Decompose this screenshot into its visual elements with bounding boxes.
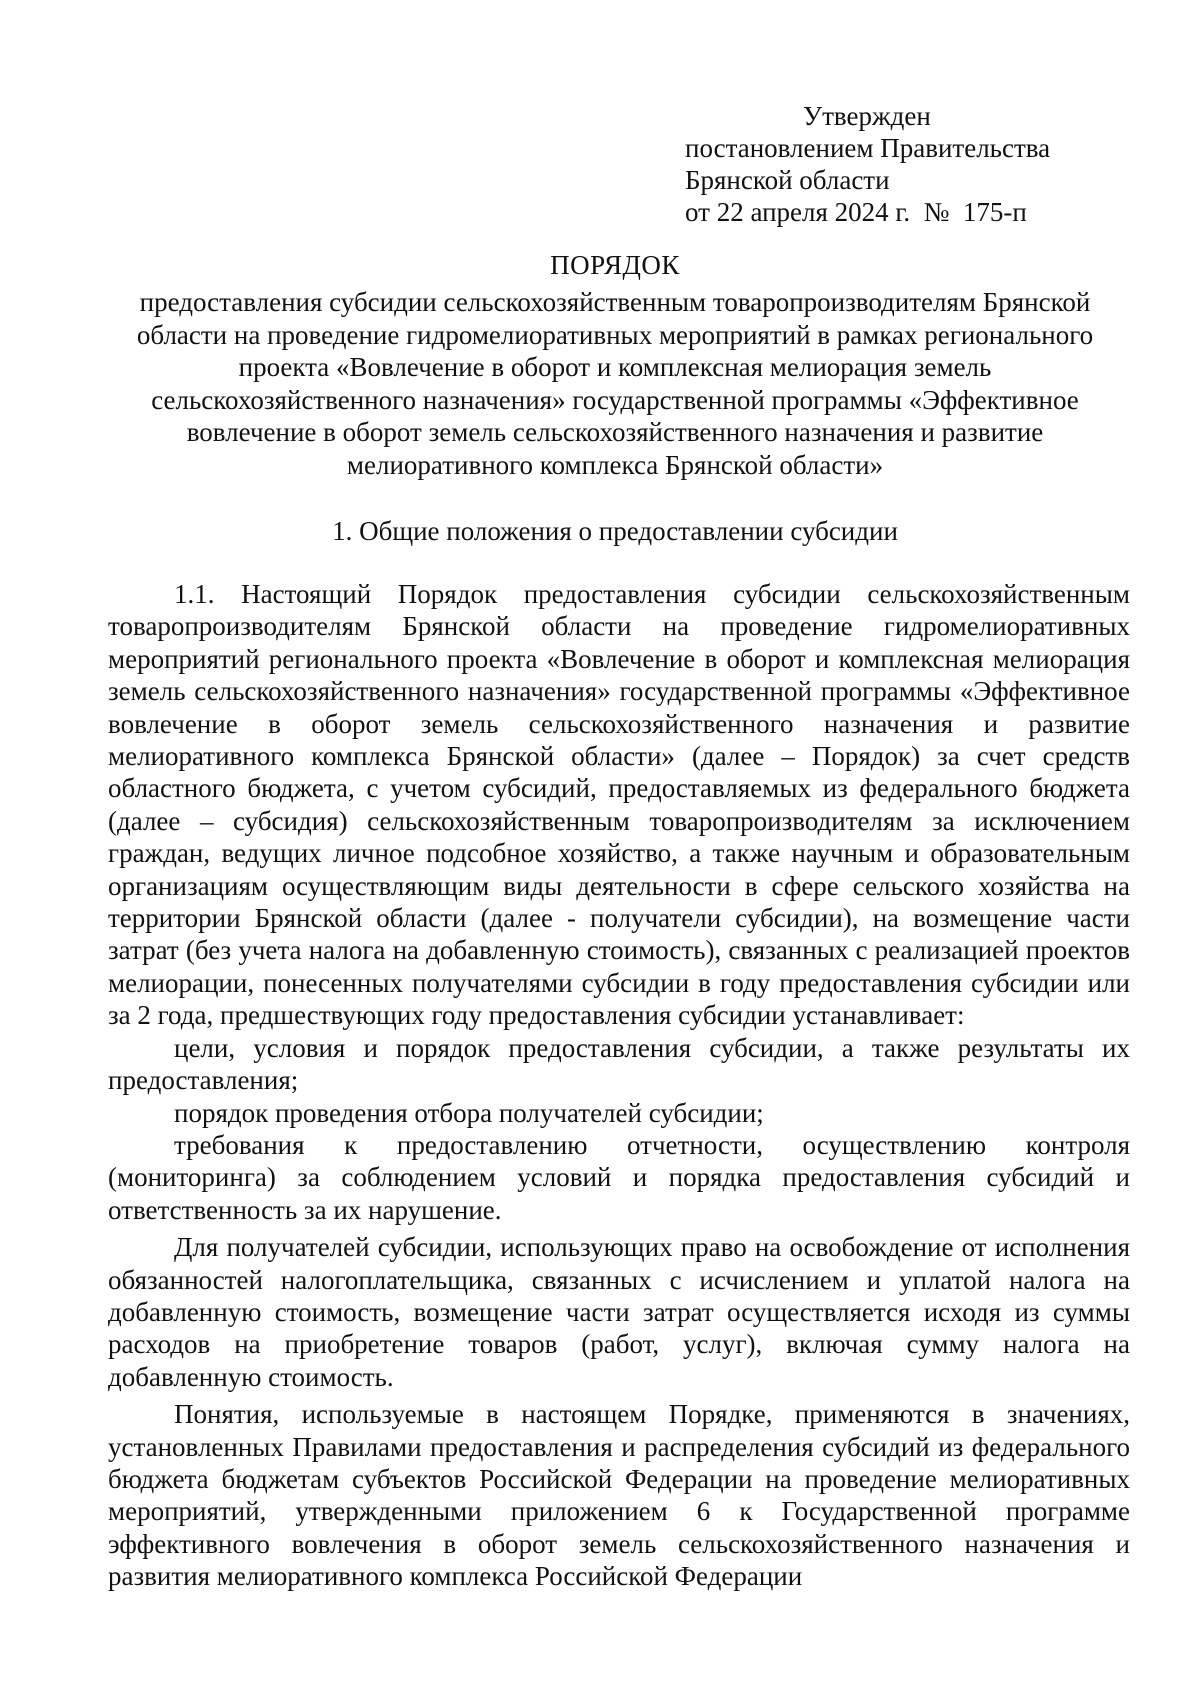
paragraph-1-1: 1.1. Настоящий Порядок предоставления субсидии сельскохозяйственным товаропроизводителям Брянской области на проведение гидромелиоративных мероприятий регионального проекта «Вовлечение в оборот и комплексная мелиорация земель сельскохозяйственного назначения» государственной программы «Эффективное вовлечение в оборот земель сельскохозяйственного назначения и развитие мелиоративного комплекса Брянской области» (далее – Порядок) за счет средств областного бюджета, с учетом субсидий, предоставляемых из федерального бюджета (далее – субсидия) сельскохозяйственным товаропроизводителям за исключением граждан, ведущих личное подсобное хозяйство, а также научным и образовательным организациям осуществляющим виды деятельности в сфере сельского хозяйства на территории Брянской области (далее - получатели субсидии), на возмещение части затрат (без учета налога на добавленную стоимость), связанных с реализацией проектов мелиорации, понесенных получателями субсидии в году предоставления субсидии или за 2 года, предшествующих году предоставления субсидии устанавливает: — [108, 579, 1130, 1031]
document-body — [108, 578, 1130, 1593]
paragraph-definitions: Понятия, используемые в настоящем Порядке, применяются в значениях, установленных Правилами предоставления и распределения субсидий из федерального бюджета бюджетам субъектов Российской Федерации на проведение мелиоративных мероприятий, утвержденными приложением 6 к Государственной программе эффективного вовлечения в оборот земель сельскохозяйственного назначения и развития мелиоративного комплекса Российской Федерации — [108, 1399, 1130, 1592]
section-heading: 1. Общие положения о предоставлении субсидии — [332, 516, 898, 546]
paragraph-vat-exemption: Для получателей субсидии, использующих право на освобождение от исполнения обязанностей налогоплательщика, связанных с исчислением и уплатой налога на добавленную стоимость, возмещение части затрат осуществляется исходя из суммы расходов на приобретение товаров (работ, услуг), включая сумму налога на добавленную стоимость. — [108, 1232, 1130, 1392]
paragraph-list-item-goals: цели, условия и порядок предоставления субсидии, а также результаты их предоставления; — [108, 1032, 1130, 1096]
paragraph-list-item-selection: порядок проведения отбора получателей субсидии; — [174, 1097, 764, 1128]
document-subtitle: предоставления субсидии сельскохозяйственным товаропроизводителям Брянской области на проведение гидромелиоративных мероприятий в рамках регионального проекта «Вовлечение в оборот и комплексная мелиорация земель сельскохозяйственного назначения» государственной программы «Эффективное вовлечение в оборот земель сельскохозяйственного назначения и развитие мелиоративного комплекса Брянской области» — [136, 287, 1094, 480]
approval-line-date-number: от 22 апреля 2024 г. № 175-п — [685, 197, 1027, 227]
approval-stamp — [685, 100, 1050, 228]
document-title: ПОРЯДОК — [550, 250, 680, 280]
approval-line-approved: Утвержден — [803, 101, 931, 131]
approval-line-decree: постановлением Правительства — [685, 133, 1051, 163]
approval-line-region: Брянской области — [685, 165, 890, 195]
paragraph-list-item-reporting: требования к предоставлению отчетности, осуществлению контроля (мониторинга) за соблюдением условий и порядка предоставления субсидий и ответственность за их нарушение. — [108, 1129, 1130, 1225]
document-title-block — [110, 248, 1120, 481]
